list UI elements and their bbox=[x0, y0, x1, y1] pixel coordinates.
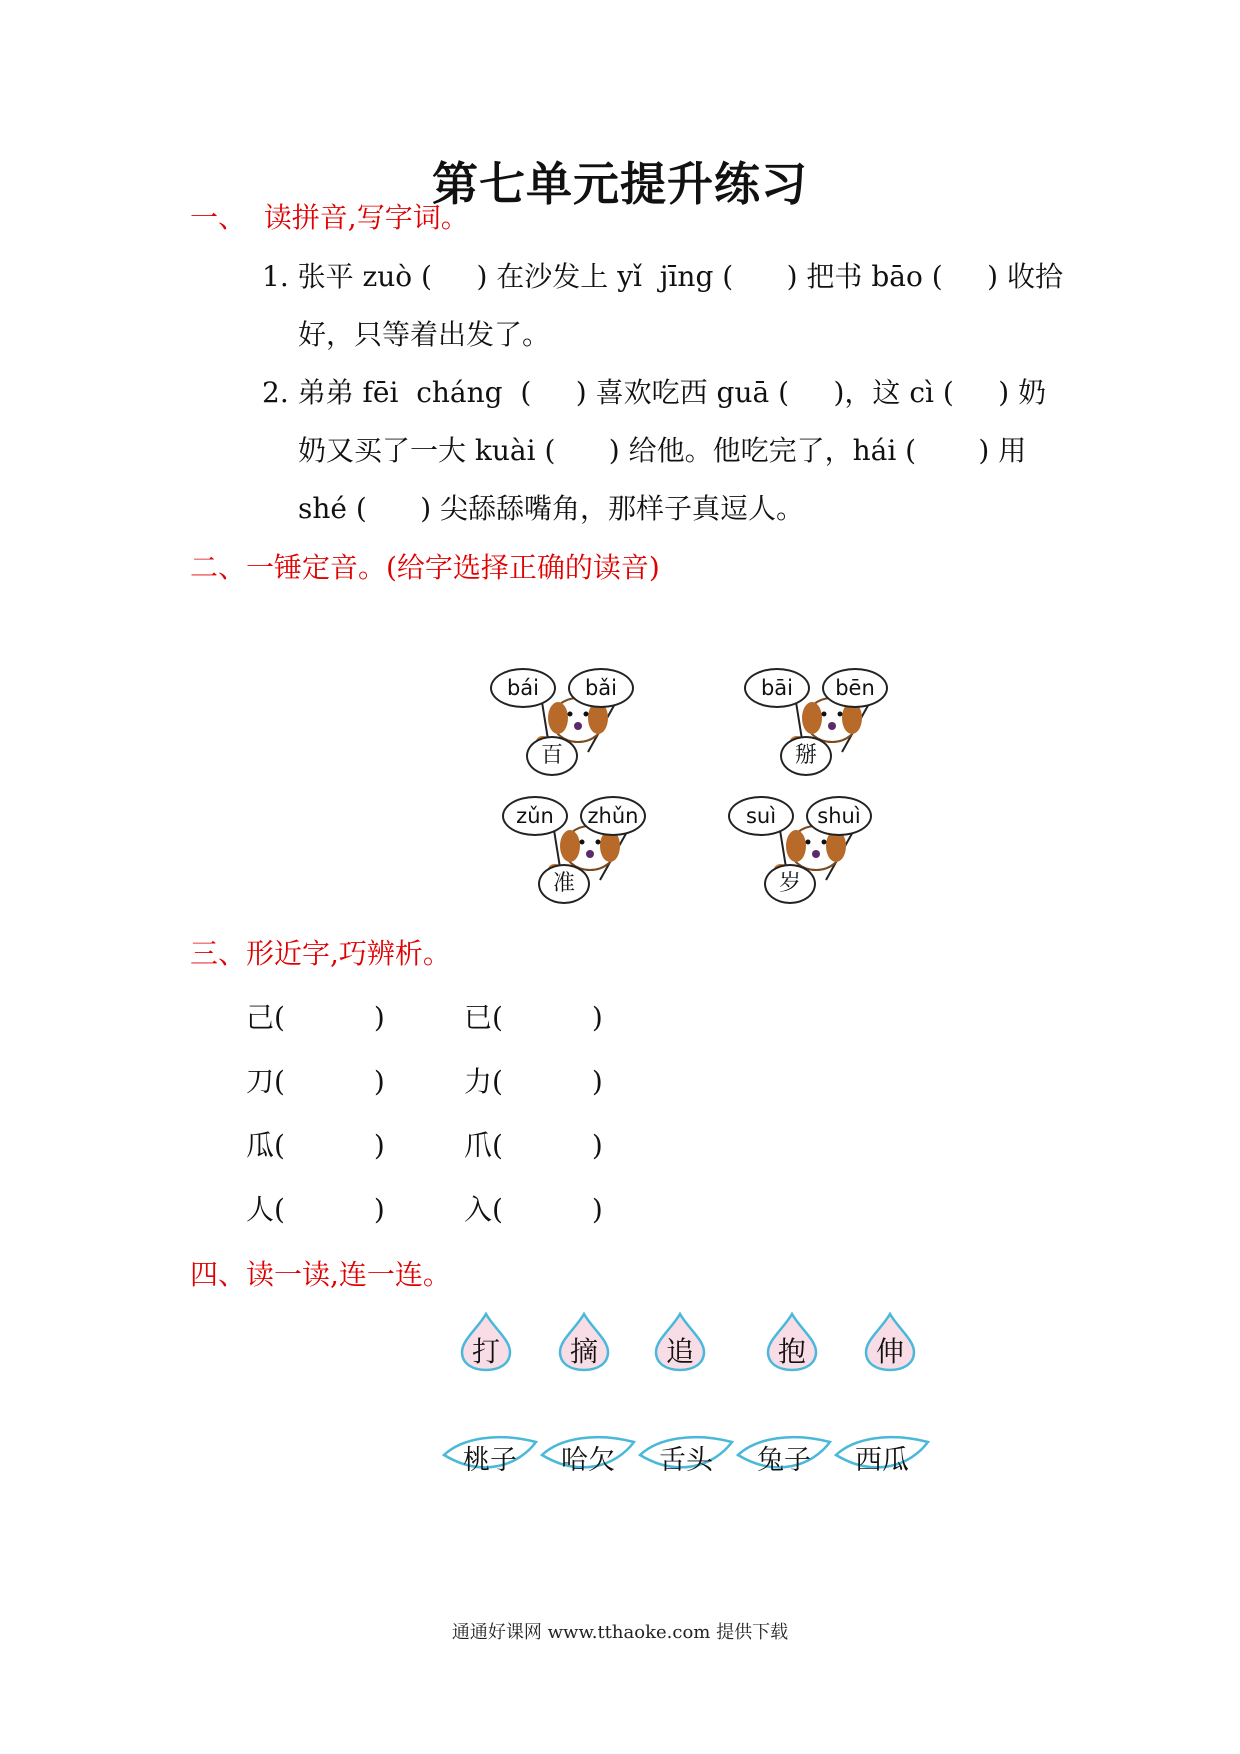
section-1-heading: 一、 读拼音,写字词。 bbox=[190, 201, 469, 234]
verb-label: 伸 bbox=[875, 1335, 904, 1368]
pinyin-option-left[interactable]: zǔn bbox=[502, 796, 568, 836]
similar-char-left: 刀( ) bbox=[246, 1065, 385, 1098]
page-footer: 通通好课网 www.tthaoke.com 提供下载 bbox=[451, 1622, 789, 1643]
s1-line-5: shé ( ) 尖舔舔嘴角，那样子真逗人。 bbox=[298, 492, 805, 525]
verb-drop[interactable] bbox=[764, 1312, 820, 1372]
verb-drop[interactable] bbox=[458, 1312, 514, 1372]
similar-char-row bbox=[246, 1188, 746, 1228]
target-char: 百 bbox=[526, 736, 578, 776]
pinyin-option-left[interactable]: bāi bbox=[744, 668, 810, 708]
section-3-heading: 三、形近字,巧辨析。 bbox=[190, 937, 451, 970]
pinyin-dog-group-2 bbox=[742, 664, 912, 784]
noun-leaf[interactable] bbox=[834, 1432, 930, 1478]
target-char: 岁 bbox=[764, 864, 816, 904]
pinyin-dog-group-3 bbox=[500, 792, 670, 912]
pinyin-option-right[interactable]: shuì bbox=[806, 796, 872, 836]
similar-char-row bbox=[246, 1060, 746, 1100]
s1-line-2: 好，只等着出发了。 bbox=[298, 318, 551, 351]
s1-line-1: 1. 张平 zuò ( ) 在沙发上 yǐ jīng ( ) 把书 bāo ( ) 收拾 bbox=[262, 260, 1063, 293]
pinyin-option-right[interactable]: bēn bbox=[822, 668, 888, 708]
verb-drop[interactable] bbox=[652, 1312, 708, 1372]
noun-leaf[interactable] bbox=[540, 1432, 636, 1478]
verb-label: 摘 bbox=[569, 1335, 598, 1368]
verb-drop[interactable] bbox=[862, 1312, 918, 1372]
noun-leaf[interactable] bbox=[442, 1432, 538, 1478]
s1-line-4: 奶又买了一大 kuài ( ) 给他。他吃完了，hái ( ) 用 bbox=[298, 434, 1027, 467]
verb-drop[interactable] bbox=[556, 1312, 612, 1372]
verb-label: 追 bbox=[665, 1335, 694, 1368]
similar-char-right: 力( ) bbox=[464, 1065, 603, 1098]
pinyin-option-right[interactable]: bǎi bbox=[568, 668, 634, 708]
section-4-heading: 四、读一读,连一连。 bbox=[190, 1258, 451, 1291]
pinyin-option-right[interactable]: zhǔn bbox=[580, 796, 646, 836]
pinyin-dog-group-1 bbox=[488, 664, 658, 784]
s1-line-3: 2. 弟弟 fēi cháng ( ) 喜欢吃西 guā ( )，这 cì ( ) 奶 bbox=[262, 376, 1047, 409]
noun-leaf[interactable] bbox=[736, 1432, 832, 1478]
verb-label: 抱 bbox=[777, 1335, 806, 1368]
similar-char-row bbox=[246, 1124, 746, 1164]
similar-char-left: 人( ) bbox=[246, 1193, 385, 1226]
noun-label: 西瓜 bbox=[855, 1445, 909, 1476]
pinyin-option-left[interactable]: bái bbox=[490, 668, 556, 708]
noun-label: 桃子 bbox=[463, 1445, 517, 1476]
similar-char-right: 爪( ) bbox=[464, 1129, 603, 1162]
noun-leaf[interactable] bbox=[638, 1432, 734, 1478]
target-char: 准 bbox=[538, 864, 590, 904]
pinyin-option-left[interactable]: suì bbox=[728, 796, 794, 836]
page-title: 第七单元提升练习 bbox=[432, 157, 808, 211]
similar-char-row bbox=[246, 996, 746, 1036]
similar-char-left: 己( ) bbox=[246, 1001, 385, 1034]
similar-char-left: 瓜( ) bbox=[246, 1129, 385, 1162]
noun-label: 兔子 bbox=[757, 1445, 811, 1476]
target-char: 掰 bbox=[780, 736, 832, 776]
section-2-heading: 二、一锤定音。(给字选择正确的读音) bbox=[190, 551, 660, 584]
noun-label: 哈欠 bbox=[561, 1445, 615, 1476]
noun-label: 舌头 bbox=[659, 1445, 713, 1476]
similar-char-right: 已( ) bbox=[464, 1001, 603, 1034]
similar-char-right: 入( ) bbox=[464, 1193, 603, 1226]
pinyin-dog-group-4 bbox=[726, 792, 896, 912]
verb-label: 打 bbox=[471, 1335, 500, 1368]
